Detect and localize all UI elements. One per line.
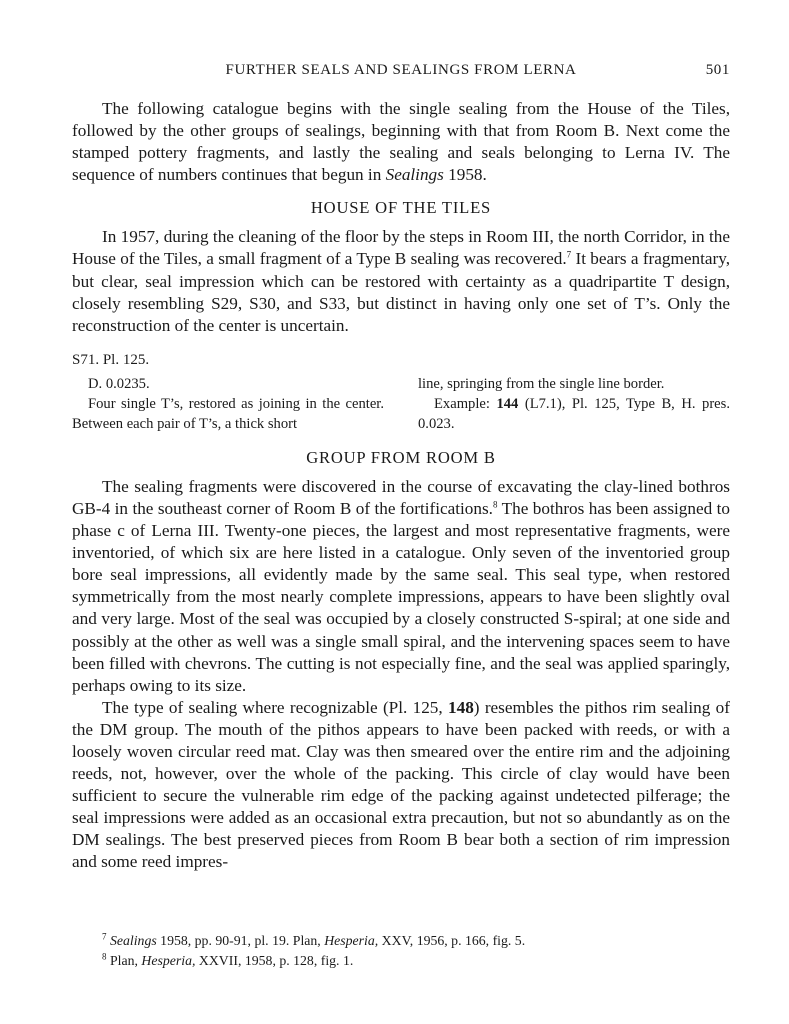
rb-text-1a: The sealing fragments were discovered in the course of excavating the clay-lined bothros GB-4 in the southeast corner of Room B of the fortifications.	[72, 476, 730, 518]
footnotes	[72, 931, 730, 971]
rb-text-1b: The bothros has been assigned to phase c of Lerna III. Twenty-one pieces, the largest and most representative fragments, were inventoried, of which six are here listed in a catalogue. Only seven of the inventoried group bore seal impressions, all evidently made by the same seal. This seal type, when restored symmetrically from the most nearly complete impressions, appears to have been slightly oval and very large. Most of the seal was occupied by a closely constructed S-spiral; at one side and possibly at the other as well was a single small spiral, and the intervening spaces seem to have been filled with chevrons. The cutting is not especially fine, and the seal was applied sparingly, perhaps owing to its size.	[72, 498, 730, 695]
catalogue-dimension: D. 0.0235.	[88, 375, 150, 392]
footnote-7	[72, 931, 730, 951]
catalogue-description: Four single T’s, restored as joining in the center. Between each pair of T’s, a thick short	[72, 395, 384, 432]
intro-italic-ref: Sealings	[385, 165, 444, 185]
fn7-text-1: 1958, pp. 90-91, pl. 19. Plan,	[156, 933, 325, 948]
footnote-ref-7[interactable]: 7	[566, 249, 572, 260]
catalogue-entry-head: S71. Pl. 125.	[72, 351, 150, 368]
catalogue-entry	[72, 374, 730, 434]
intro-text-1: The following catalogue begins with the single sealing from the House of the Tiles, followed by the other groups of sealings, beginning with that from Room B. Next come the stamped pottery fragments, and lastly the sealing and seals belonging to Lerna IV. The sequence of numbers continues that begun in	[72, 99, 730, 185]
example-number: 144	[496, 395, 519, 412]
intro-text-2: 1958.	[443, 165, 487, 185]
footnote-mark-8: 8	[102, 951, 107, 962]
page-content	[72, 58, 730, 874]
fn7-italic: Sealings	[109, 933, 157, 948]
fn7-italic-2: Hesperia,	[324, 933, 379, 948]
running-head	[72, 58, 730, 84]
page-number: 501	[705, 62, 730, 78]
room-b-paragraph-2	[72, 697, 730, 874]
footnote-ref-8[interactable]: 8	[492, 499, 498, 510]
hot-text-2: It bears a fragmentary, but clear, seal impression which can be restored with certainty as a quadripartite T design, closely resembling S29, S30, and S33, but distinct in having only one set of T’s. Only the reconstruction of the center is uncertain.	[72, 249, 730, 335]
fn8-text-1: Plan,	[106, 953, 142, 968]
running-title: FURTHER SEALS AND SEALINGS FROM LERNA	[225, 62, 577, 78]
rb-plate-number: 148	[448, 697, 474, 717]
fn7-text-2: XXV, 1956, p. 166, fig. 5.	[378, 933, 526, 948]
example-rest: (L7.1), Pl. 125, Type B, H. pres. 0.023.	[418, 395, 730, 432]
rb-text-2b: ) resembles the pithos rim sealing of the DM group. The mouth of the pithos appears to have been packed with reeds, or with a loosely woven circular reed mat. Clay was then smeared over the entire rim and the adjoining reeds, not, however, over the whole of the packing. This circle of clay would have been sufficient to secure the vulnerable rim edge of the packing against undetected pilferage; the seal impressions were added as an occasional extra precaution, but not so abundantly as on the DM sealings. The best preserved pieces from Room B bear both a section of rim impression and some reed impres-	[72, 697, 730, 872]
house-of-tiles-paragraph	[72, 226, 730, 336]
fn8-italic: Hesperia,	[141, 953, 196, 968]
hot-text-1: In 1957, during the cleaning of the floor by the steps in Room III, the north Corridor, in the House of the Tiles, a small fragment of a Type B sealing was recovered.	[72, 227, 730, 269]
heading-house-of-tiles: HOUSE OF THE TILES	[310, 198, 492, 218]
rb-text-2a: The type of sealing where recognizable (Pl. 125,	[102, 697, 449, 717]
catalogue-example	[418, 394, 730, 434]
catalogue-description-cont: line, springing from the single line border.	[418, 375, 665, 392]
heading-room-b: GROUP FROM ROOM B	[306, 447, 496, 467]
catalogue-col-left	[72, 374, 384, 434]
catalogue-col-right	[418, 374, 730, 434]
fn8-text-2: XXVII, 1958, p. 128, fig. 1.	[195, 953, 354, 968]
example-prefix: Example:	[434, 395, 497, 412]
footnote-mark-7: 7	[102, 931, 107, 942]
footnote-8	[72, 951, 730, 971]
room-b-paragraph-1	[72, 476, 730, 697]
intro-paragraph	[72, 98, 730, 186]
